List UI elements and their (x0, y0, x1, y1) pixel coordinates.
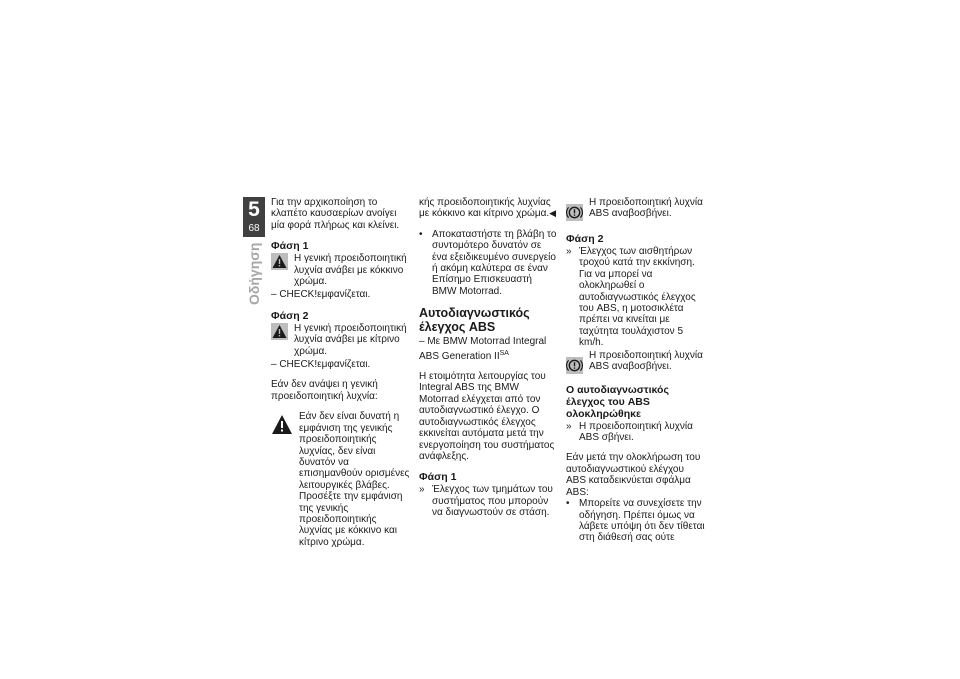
bullet-icon: • (566, 498, 570, 510)
sa-superscript: SA (499, 349, 509, 357)
continue-bullet (566, 498, 706, 544)
warning-triangle-icon (271, 414, 293, 436)
warning-continuation (419, 197, 559, 220)
abs-warning-lamp-icon (566, 204, 583, 221)
column-3 (566, 197, 706, 544)
abs-warning-lamp-icon (566, 357, 583, 374)
abs-phase-2-item (566, 246, 706, 349)
intro-paragraph: Για την αρχικοποίηση το κλαπέτο καυσαερίων ανοίγει μία φορά πλήρως και κλείνει. (271, 197, 400, 231)
phase-2-lamp-row (271, 323, 411, 357)
continue-bullet-text: Μπορείτε να συνεχίσετε την οδήγηση. Πρέπει όμως να λάβετε υπόψη ότι δεν τίθεται στη διάθεσή σας ούτε (579, 498, 705, 544)
general-warning-lamp-icon (271, 323, 288, 340)
abs-phase-2-text: Έλεγχος των αισθητήρων τροχού κατά την εκκίνηση. Για να μπορεί να ολοκληρωθεί ο αυτοδιαγνωστικός έλεγχος του ABS, η μοτοσικλέτα πρέπει να κινείται με ταχύτητα τουλάχιστον 5 km/h. (579, 246, 696, 349)
phase-1-heading: Φάση 1 (271, 240, 309, 253)
abs-generation-text: – Με BMW Motorrad Integral ABS Generation II (419, 336, 547, 362)
phase-2-heading: Φάση 2 (271, 309, 309, 322)
abs-lamp-flashing-text-1: Η προειδοποιητική λυχνία ABS αναβοσβήνει. (589, 197, 703, 220)
fix-bullet (419, 229, 559, 297)
end-mark-icon: ◀ (549, 208, 557, 219)
arrow-icon: » (566, 246, 572, 257)
abs-self-test-heading: Αυτοδιαγνωστικός έλεγχος ABS (419, 306, 530, 335)
general-warning-lamp-icon (271, 253, 288, 270)
abs-lamp-row-1 (566, 197, 706, 221)
abs-description: Η ετοιμότητα λειτουργίας του Integral ABS της BMW Motorrad ελέγχεται από τον αυτοδιαγνωστικό έλεγχο. Ο αυτοδιαγνωστικός έλεγχος εκκινείται αυτόματα μετά την ενεργοποίηση του συστήματος ανάφλεξης. (419, 371, 555, 462)
fix-bullet-text: Αποκαταστήστε τη βλάβη το συντομότερο δυνατόν σε ένα εξειδικευμένο συνεργείο ή ακόμη καλύτερα σε έναν Επίσημο Επισκευαστή BMW Motorrad. (432, 228, 557, 297)
warning-text: Εάν δεν είναι δυνατή η εμφάνιση της γενικής προειδοποιητικής λυχνίας, δεν είναι δυνατόν να επισημανθούν ορισμένες λειτουργικές βλάβες. Προσέξτε την εμφάνιση της γενικής προειδοποιητικής λυχνίας με κόκκινο και κίτρινο χρώμα. (299, 411, 410, 548)
abs-completed-text: Η προειδοποιητική λυχνία ABS σβήνει. (579, 420, 693, 444)
abs-lamp-flashing-text-2: Η προειδοποιητική λυχνία ABS αναβοσβήνει. (589, 349, 703, 373)
phase-1-lamp-row (271, 253, 411, 287)
abs-error-paragraph: Εάν μετά την ολοκλήρωση του αυτοδιαγνωστικού ελέγχου ABS καταδεικνύεται σφάλμα ABS: (566, 452, 701, 498)
abs-generation-line (419, 336, 559, 362)
page-number: 68 (248, 223, 260, 234)
if-lamp-paragraph: Εάν δεν ανάψει η γενική προειδοποιητική λυχνία: (271, 379, 378, 402)
warning-row (271, 411, 411, 548)
chapter-title: Οδήγηση (246, 243, 262, 306)
abs-lamp-row-2 (566, 350, 706, 374)
phase-2-lamp-text: Η γενική προειδοποιητική λυχνία ανάβει με κίτρινο χρώμα. (294, 322, 407, 357)
phase-1-display-text: – CHECK!εμφανίζεται. (271, 289, 371, 301)
abs-phase-1-text: Έλεγχος των τμημάτων του συστήματος που μπορούν να διαγνωστούν σε στάση. (432, 484, 553, 519)
abs-phase-1-heading: Φάση 1 (419, 471, 457, 484)
phase-2-display-text: – CHECK!εμφανίζεται. (271, 359, 371, 371)
arrow-icon: » (566, 420, 572, 432)
arrow-icon: » (419, 484, 425, 496)
chapter-number: 5 (248, 198, 260, 221)
abs-completed-item (566, 421, 706, 444)
warning-continuation-text: κής προειδοποιητικής λυχνίας με κόκκινο και κίτρινο χρώμα. (419, 197, 551, 220)
chapter-tab (243, 197, 265, 237)
abs-phase-2-heading: Φάση 2 (566, 233, 604, 245)
column-1 (271, 197, 411, 548)
phase-1-lamp-text: Η γενική προειδοποιητική λυχνία ανάβει με κόκκινο χρώμα. (294, 253, 407, 288)
abs-phase-1-item (419, 484, 559, 518)
column-2 (419, 197, 559, 519)
bullet-icon: • (419, 228, 423, 240)
abs-completed-heading: Ο αυτοδιαγνωστικός έλεγχος του ABS ολοκληρώθηκε (566, 383, 669, 420)
